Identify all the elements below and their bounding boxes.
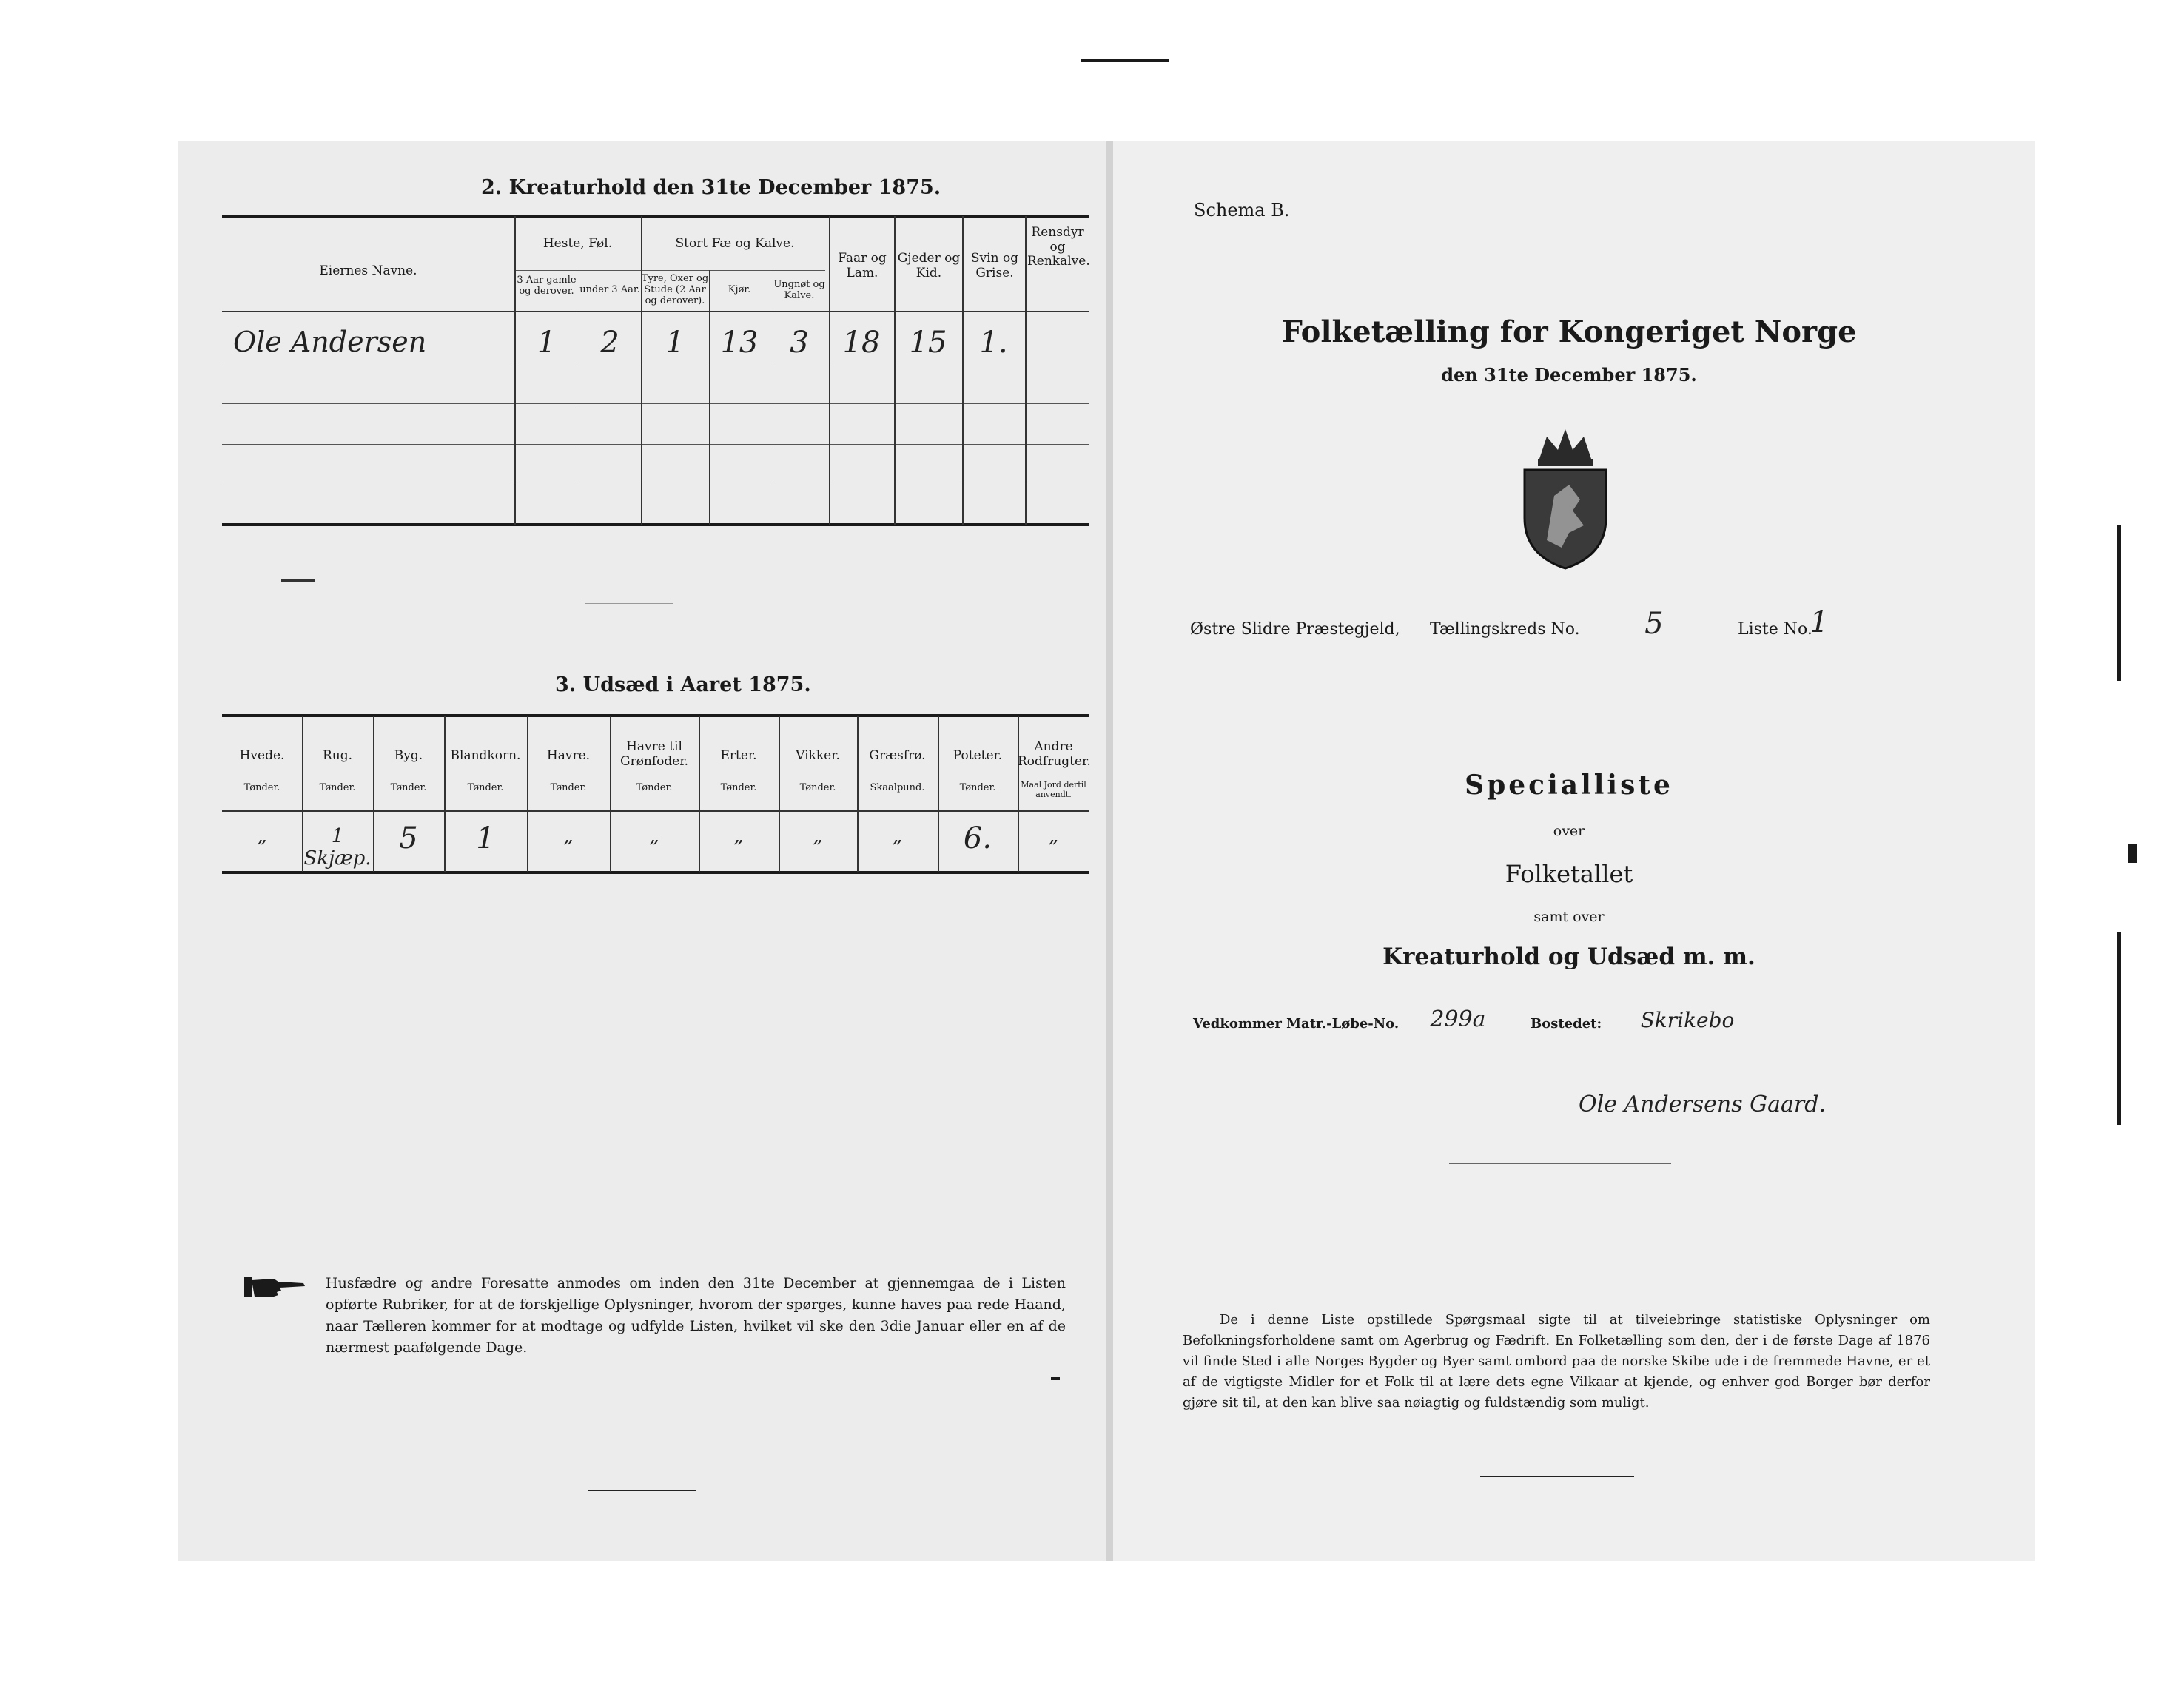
edge-mark xyxy=(2117,525,2121,681)
t2-value: 1 xyxy=(665,326,685,360)
t2-value: 15 xyxy=(909,326,947,360)
right-mid-rule xyxy=(1449,1163,1671,1164)
t2-stort-sub-3: Ungnøt og Kalve. xyxy=(773,279,825,301)
t3-unit: Tønder. xyxy=(636,782,673,793)
t2-col-line xyxy=(962,216,964,525)
t2-row-line-2 xyxy=(222,403,1089,404)
right-bottom-rule xyxy=(1480,1476,1634,1477)
section3-title: 3. Udsæd i Aaret 1875. xyxy=(555,673,811,696)
t2-value: 2 xyxy=(600,326,619,360)
district-label: Tællingskreds No. xyxy=(1430,620,1580,639)
t3-unit: Tønder. xyxy=(319,782,356,793)
notice-dash xyxy=(1051,1377,1060,1380)
t2-top-rule xyxy=(222,215,1089,218)
parish-label: Østre Slidre Præstegjeld, xyxy=(1190,620,1400,639)
t3-col-line xyxy=(527,716,528,872)
t3-top-rule xyxy=(222,714,1089,717)
t2-stort-sub-1: Tyre, Oxer og Stude (2 Aar og derover). xyxy=(641,273,709,306)
edge-mark xyxy=(2117,932,2121,1125)
t2-row-line-3 xyxy=(222,444,1089,445)
folketallet-heading: Folketallet xyxy=(1505,860,1633,888)
t3-value: „ xyxy=(563,825,574,847)
t3-value: „ xyxy=(813,825,823,847)
t2-value: 1 xyxy=(537,326,557,360)
samt-over-text: samt over xyxy=(1533,909,1605,925)
t3-unit: Tønder. xyxy=(390,782,427,793)
pointing-hand-icon xyxy=(244,1273,307,1302)
page-spine xyxy=(1106,141,1113,1561)
over-text: over xyxy=(1553,823,1585,839)
schema-label: Schema B. xyxy=(1194,200,1290,221)
t3-unit: Skaalpund. xyxy=(870,782,925,793)
t2-heste-sub-1: 3 Aar gamle og derover. xyxy=(517,275,577,297)
notice-text: Husfædre og andre Foresatte anmodes om inden den 31te December at gjennemgaa de i Listen opførte Rubriker, for at de forskjellige Oplysninger, hvorom der spørges, kunne haves paa rede Haand, naar Tælleren kommer for at modtage og udfylde Listen, hvilket vil ske den 3die Januar eller en af de nærmest paafølgende Dage. xyxy=(326,1275,1066,1356)
top-mark xyxy=(1081,59,1169,62)
t2-rensdyr-header: Rensdyr og Renkalve. xyxy=(1027,225,1090,269)
section2-title: 2. Kreaturhold den 31te December 1875. xyxy=(481,176,941,199)
t3-value: „ xyxy=(649,825,659,847)
t3-header: Havre til Grønfoder. xyxy=(619,739,689,769)
footer-text: De i denne Liste opstillede Spørgsmaal sigte til at tilveiebringe statistiske Oplysninger om Befolkningsforholdene samt om Agerbrug og Fædrift. En Folketælling som den, der i de første Dage af 1876 vil finde Sted i alle Norges Bygder og Byer samt ombord paa de norske Skibe ude i de fremmede Havne, er et af de vigtigste Midler for et Folk til at lære dets egne Vilkaar at kjende, og enhver god Borger bør derfor gjøre sit til, at den kan blive saa nøiagtig og fuldstændig som muligt. xyxy=(1183,1312,1930,1410)
t3-col-line xyxy=(779,716,780,872)
t2-owner-name: Ole Andersen xyxy=(233,326,427,358)
t3-value: 1 xyxy=(476,821,495,855)
t3-value: 5 xyxy=(399,821,418,855)
t2-svin-header: Svin og Grise. xyxy=(970,251,1019,280)
t2-col-line xyxy=(894,216,896,525)
t2-value: 3 xyxy=(790,326,809,360)
t3-header: Erter. xyxy=(720,748,757,763)
t3-unit: Tønder. xyxy=(467,782,504,793)
t2-subheader-rule xyxy=(514,270,825,271)
t3-value: „ xyxy=(1048,825,1059,847)
t3-header: Græsfrø. xyxy=(869,748,926,763)
matr-number: 299a xyxy=(1430,1006,1486,1032)
t2-stort-header: Stort Fæ og Kalve. xyxy=(675,236,795,251)
t2-value: 18 xyxy=(842,326,881,360)
t2-stort-sub-2: Kjør. xyxy=(728,284,751,295)
t2-col-line xyxy=(641,216,642,525)
t2-col-line xyxy=(709,270,710,525)
t3-unit: Tønder. xyxy=(550,782,587,793)
t3-header: Byg. xyxy=(394,748,423,763)
t3-header: Havre. xyxy=(546,748,591,763)
t3-header: Hvede. xyxy=(239,748,285,763)
matr-label: Vedkommer Matr.-Løbe-No. xyxy=(1193,1016,1400,1032)
t2-owner-header: Eiernes Navne. xyxy=(319,263,417,278)
t2-col-line xyxy=(1025,216,1027,525)
t2-value: 13 xyxy=(720,326,759,360)
t3-header: Poteter. xyxy=(952,748,1003,763)
t3-value: 1 Skjæp. xyxy=(303,825,372,870)
t3-header-rule xyxy=(222,810,1089,812)
t2-value: 1. xyxy=(979,326,1008,360)
owner-farm-line: Ole Andersens Gaard. xyxy=(1579,1092,1826,1117)
t3-col-line xyxy=(699,716,700,872)
census-title: Folketælling for Kongeriget Norge xyxy=(1281,315,1857,349)
bosted-value: Skrikebo xyxy=(1640,1008,1735,1032)
norway-coat-of-arms-icon xyxy=(1517,429,1613,570)
t2-faar-header: Faar og Lam. xyxy=(838,251,887,280)
list-label: Liste No. xyxy=(1738,620,1812,639)
t3-col-line xyxy=(857,716,859,872)
t3-unit: Tønder. xyxy=(720,782,757,793)
t2-heste-sub-2: under 3 Aar. xyxy=(579,284,640,295)
census-date: den 31te December 1875. xyxy=(1441,364,1697,386)
t2-heste-header: Heste, Føl. xyxy=(542,236,613,251)
t3-bottom-rule xyxy=(222,871,1089,874)
t3-header: Rug. xyxy=(322,748,353,763)
t3-unit: Tønder. xyxy=(243,782,280,793)
t3-header: Vikker. xyxy=(796,748,840,763)
t3-unit: Tønder. xyxy=(959,782,996,793)
t3-col-line xyxy=(610,716,611,872)
divider-dash xyxy=(281,579,315,582)
kreaturhold-heading: Kreaturhold og Udsæd m. m. xyxy=(1382,944,1755,970)
divider-dash xyxy=(585,603,673,604)
t3-header: Andre Rodfrugter. xyxy=(1018,739,1091,769)
t3-unit: Maal Jord dertil anvendt. xyxy=(1021,780,1086,799)
t2-bottom-rule xyxy=(222,523,1089,526)
list-number: 1 xyxy=(1810,605,1829,639)
specialliste-heading: Specialliste xyxy=(1465,770,1673,801)
edge-mark xyxy=(2128,844,2137,863)
t2-col-line xyxy=(829,216,830,525)
t3-value: „ xyxy=(892,825,903,847)
district-number: 5 xyxy=(1644,607,1664,641)
left-bottom-rule xyxy=(588,1490,696,1491)
t2-header-rule xyxy=(222,311,1089,312)
t3-value: 6. xyxy=(963,821,992,855)
t3-value: „ xyxy=(257,825,267,847)
t2-col-line xyxy=(514,216,516,525)
t3-value: „ xyxy=(733,825,744,847)
bosted-label: Bostedet: xyxy=(1531,1016,1602,1032)
t2-gjeder-header: Gjeder og Kid. xyxy=(897,251,961,280)
t3-unit: Tønder. xyxy=(799,782,836,793)
t3-header: Blandkorn. xyxy=(450,748,521,763)
